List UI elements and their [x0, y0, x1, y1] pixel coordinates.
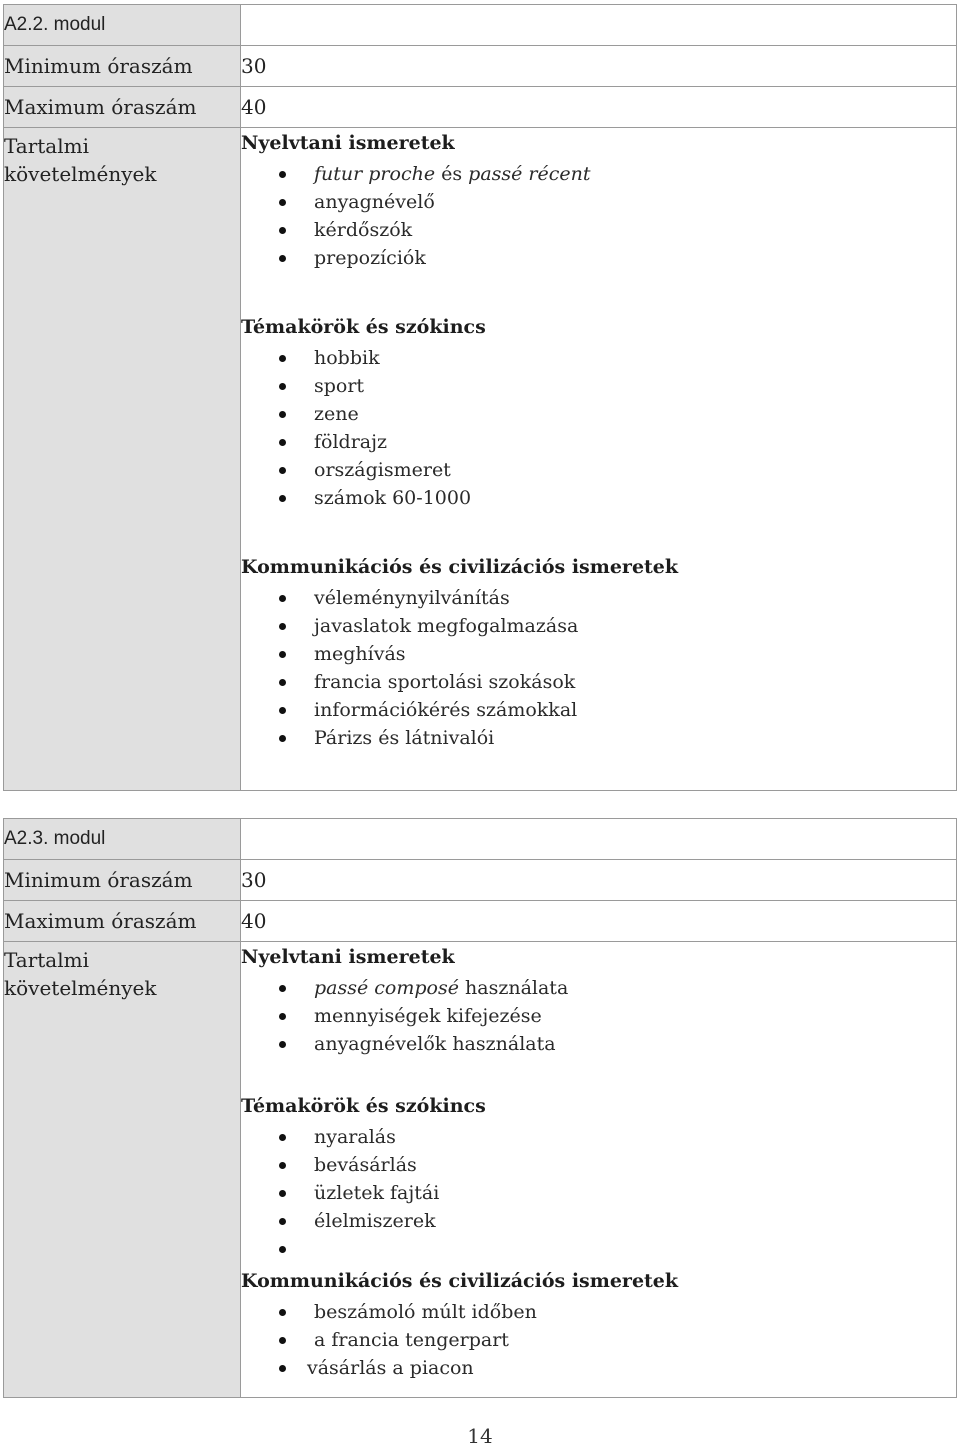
min-hours-value: 30: [241, 868, 267, 892]
section-heading-communication: Kommunikációs és civilizációs ismeretek: [241, 556, 679, 578]
list-item: kérdőszók: [241, 216, 956, 244]
section-heading-grammar: Nyelvtani ismeretek: [241, 132, 455, 154]
list-item: bevásárlás: [241, 1151, 956, 1179]
section-heading-communication: Kommunikációs és civilizációs ismeretek: [241, 1270, 679, 1292]
section-heading-grammar: Nyelvtani ismeretek: [241, 946, 455, 968]
communication-list: [241, 584, 956, 752]
list-item: hobbik: [241, 344, 956, 372]
list-item: [241, 1235, 956, 1263]
content-requirements-cell: [241, 128, 957, 791]
list-item: számok 60-1000: [241, 484, 956, 512]
list-item: javaslatok megfogalmazása: [241, 612, 956, 640]
content-label-line-2: követelmények: [4, 976, 157, 1000]
page-number: 14: [467, 1424, 493, 1448]
content-requirements-label-cell: [4, 942, 241, 1398]
module-title: A2.2. modul: [4, 14, 106, 35]
list-item: mennyiségek kifejezése: [241, 1002, 956, 1030]
module-table-a2-2: [3, 4, 957, 791]
min-hours-label-cell: [4, 46, 241, 87]
min-hours-value: 30: [241, 54, 267, 78]
module-table-a2-3: [3, 818, 957, 1398]
list-item: sport: [241, 372, 956, 400]
module-title-cell: [4, 5, 241, 46]
max-hours-label-cell: [4, 901, 241, 942]
section-heading-topics: Témakörök és szókincs: [241, 316, 486, 338]
max-hours-value: 40: [241, 909, 267, 933]
list-item: országismeret: [241, 456, 956, 484]
list-item: földrajz: [241, 428, 956, 456]
module-title: A2.3. modul: [4, 828, 106, 849]
list-item: véleménynyilvánítás: [241, 584, 956, 612]
topics-list: [241, 344, 956, 512]
list-item: zene: [241, 400, 956, 428]
section-heading-topics: Témakörök és szókincs: [241, 1095, 486, 1117]
list-item: Párizs és látnivalói: [241, 724, 956, 752]
min-hours-value-cell: [241, 46, 957, 87]
list-item: anyagnévelők használata: [241, 1030, 956, 1058]
list-item: anyagnévelő: [241, 188, 956, 216]
list-item: passé composé használata: [241, 974, 956, 1002]
grammar-list: [241, 160, 956, 272]
grammar-list: [241, 974, 956, 1058]
max-hours-label-cell: [4, 87, 241, 128]
content-requirements-label-cell: [4, 128, 241, 791]
content-requirements-cell: [241, 942, 957, 1398]
empty-cell: [241, 819, 957, 860]
empty-cell: [241, 5, 957, 46]
max-hours-value: 40: [241, 95, 267, 119]
list-item: francia sportolási szokások: [241, 668, 956, 696]
module-title-cell: [4, 819, 241, 860]
list-item: futur proche és passé récent: [241, 160, 956, 188]
list-item: információkérés számokkal: [241, 696, 956, 724]
min-hours-label: Minimum óraszám: [4, 54, 193, 78]
content-label-line-2: követelmények: [4, 162, 157, 186]
min-hours-label: Minimum óraszám: [4, 868, 193, 892]
min-hours-value-cell: [241, 860, 957, 901]
list-item: üzletek fajtái: [241, 1179, 956, 1207]
list-item: a francia tengerpart: [241, 1326, 956, 1354]
content-label-line-1: Tartalmi: [4, 948, 89, 972]
list-item: meghívás: [241, 640, 956, 668]
min-hours-label-cell: [4, 860, 241, 901]
list-item: nyaralás: [241, 1123, 956, 1151]
list-item: beszámoló múlt időben: [241, 1298, 956, 1326]
communication-list: [241, 1298, 956, 1382]
max-hours-value-cell: [241, 87, 957, 128]
topics-list: [241, 1123, 956, 1263]
max-hours-value-cell: [241, 901, 957, 942]
list-item: prepozíciók: [241, 244, 956, 272]
list-item: élelmiszerek: [241, 1207, 956, 1235]
max-hours-label: Maximum óraszám: [4, 909, 197, 933]
list-item: vásárlás a piacon: [241, 1354, 956, 1382]
content-label-line-1: Tartalmi: [4, 134, 89, 158]
max-hours-label: Maximum óraszám: [4, 95, 197, 119]
